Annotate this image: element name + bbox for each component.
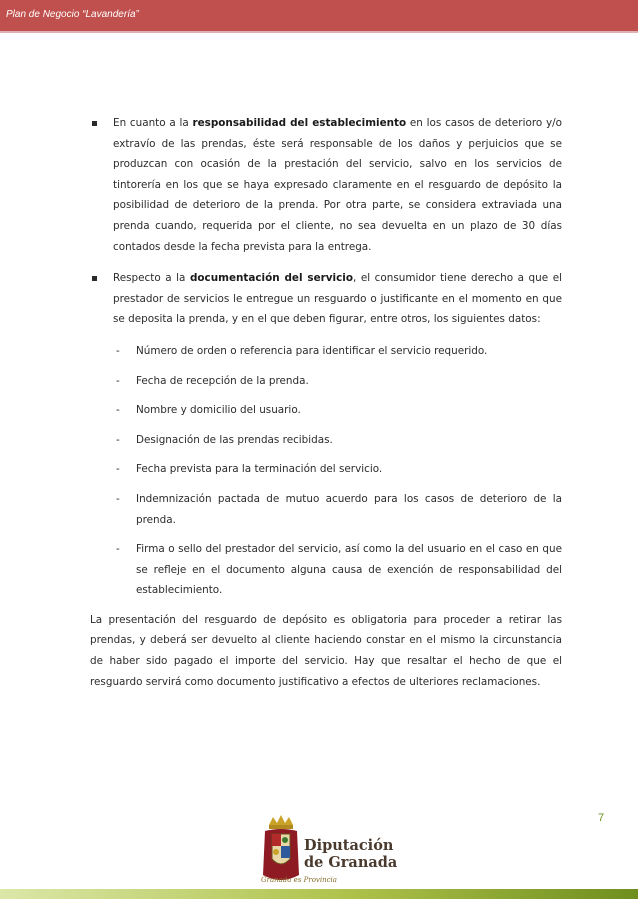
page-number: 7 <box>598 812 605 824</box>
page-content <box>90 113 562 703</box>
square-bullet-icon <box>92 121 97 126</box>
list-item <box>90 400 562 421</box>
dash-marker: - <box>116 463 120 476</box>
bullet-item-responsibility <box>90 113 562 257</box>
bullet-bold-term: documentación del servicio <box>189 272 353 285</box>
dash-marker: - <box>116 543 120 556</box>
bullet-text-after: en los casos de deterioro y/o extravío de las prendas, éste será responsable de los daños y perjuicios que se produzcan con ocasión de la prestación del servicio, salvo en los servicios de tintorería en los que se haya expresado claramente en el resguardo de depósito la posibilidad de deterioro de la prenda. Por otra parte, se considera extraviada una prenda cuando, requerida por el cliente, no sea devuelta en un plazo de 30 días contados desde la fecha prevista para la entrega. <box>113 117 562 253</box>
list-item <box>90 430 562 451</box>
list-item-text: Fecha prevista para la terminación del servicio. <box>136 463 383 476</box>
closing-paragraph: La presentación del resguardo de depósito es obligatoria para proceder a retirar las prendas, y deberá ser devuelto al cliente haciendo constar en el mismo la circunstancia de haber sido pagado el importe del servicio. Hay que resaltar el hecho de que el resguardo servirá como documento justificativo a efectos de ulteriores reclamaciones. <box>90 613 562 688</box>
logo-slogan: Granada es Provincia <box>261 876 337 884</box>
bullet-bold-term: responsabilidad del establecimiento <box>192 117 407 129</box>
page-header <box>0 0 638 31</box>
list-item-text: Indemnización pactada de mutuo acuerdo para los casos de deterioro de la prenda. <box>136 492 562 526</box>
list-item <box>90 539 562 601</box>
header-title: Plan de Negocio “Lavandería” <box>6 9 139 20</box>
dash-marker: - <box>116 404 120 417</box>
list-item <box>90 489 562 530</box>
bullet-text-before: En cuanto a la <box>113 117 193 129</box>
logo-wordmark <box>304 837 397 871</box>
list-item-text: Designación de las prendas recibidas. <box>136 433 333 446</box>
square-bullet-icon <box>92 276 97 281</box>
dash-marker: - <box>116 344 120 357</box>
required-data-list <box>90 341 562 601</box>
list-item-text: Número de orden o referencia para identificar el servicio requerido. <box>136 344 488 357</box>
list-item-text: Fecha de recepción de la prenda. <box>136 374 309 387</box>
logo-line-1: Diputación <box>304 837 394 854</box>
dash-marker: - <box>116 492 120 505</box>
list-item-text: Nombre y domicilio del usuario. <box>136 404 301 417</box>
list-item <box>90 341 562 362</box>
header-rule <box>0 31 638 33</box>
footer-band <box>0 889 638 899</box>
list-item <box>90 459 562 480</box>
list-item <box>90 371 562 392</box>
dash-marker: - <box>116 433 120 446</box>
logo-line-2: de Granada <box>304 854 398 871</box>
dash-marker: - <box>116 374 120 387</box>
list-item-text: Firma o sello del prestador del servicio, así como la del usuario en el caso en que se refleje en el documento alguna causa de exención de responsabilidad del establecimiento. <box>136 543 562 597</box>
bullet-item-documentation <box>90 268 562 330</box>
bullet-text-after: , el consumidor tiene derecho a que el prestador de servicios le entregue un resguardo o justificante en el momento en que se deposita la prenda, y en el que deben figurar, entre otros, los siguientes datos: <box>113 272 562 326</box>
bullet-text-before: Respecto a la <box>113 272 190 285</box>
